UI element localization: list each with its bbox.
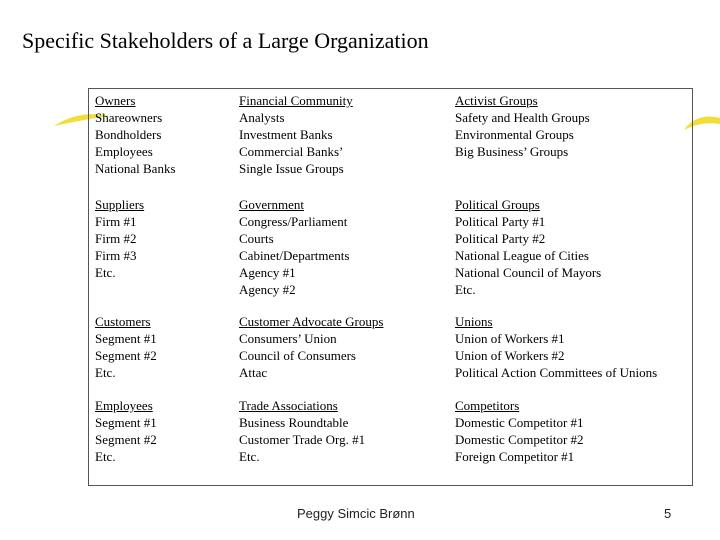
group-heading: Activist Groups: [455, 93, 538, 108]
group-item: Shareowners: [95, 110, 163, 125]
group-government: [239, 196, 349, 298]
group-political-groups: [455, 196, 601, 298]
group-heading: Unions: [455, 314, 493, 329]
group-item: Etc.: [455, 282, 476, 297]
group-competitors: [455, 397, 584, 465]
group-item: Analysts: [239, 110, 285, 125]
group-item: Employees: [95, 144, 153, 159]
group-item: Etc.: [95, 365, 116, 380]
group-item: Consumers’ Union: [239, 331, 337, 346]
group-item: Political Party #2: [455, 231, 546, 246]
group-customer-advocate-groups: [239, 313, 383, 381]
group-item: Etc.: [95, 449, 116, 464]
group-item: Political Party #1: [455, 214, 546, 229]
group-item: Foreign Competitor #1: [455, 449, 575, 464]
group-item: Etc.: [95, 265, 116, 280]
group-item: Firm #2: [95, 231, 137, 246]
group-item: Courts: [239, 231, 274, 246]
group-heading: Competitors: [455, 398, 520, 413]
group-item: Single Issue Groups: [239, 161, 344, 176]
group-item: Business Roundtable: [239, 415, 349, 430]
group-trade-associations: [239, 397, 365, 465]
group-item: Agency #2: [239, 282, 296, 297]
group-item: Environmental Groups: [455, 127, 574, 142]
group-item: Cabinet/Departments: [239, 248, 350, 263]
footer-author: Peggy Simcic Brønn: [297, 506, 415, 521]
stakeholder-table-frame: [88, 88, 693, 486]
group-activist-groups: [455, 92, 590, 160]
group-item: Domestic Competitor #2: [455, 432, 584, 447]
group-unions: [455, 313, 657, 381]
group-item: Safety and Health Groups: [455, 110, 590, 125]
group-item: Segment #1: [95, 415, 157, 430]
group-financial-community: [239, 92, 353, 177]
group-item: Etc.: [239, 449, 260, 464]
group-item: Congress/Parliament: [239, 214, 348, 229]
group-item: Agency #1: [239, 265, 296, 280]
group-item: Segment #2: [95, 432, 157, 447]
group-item: Firm #1: [95, 214, 137, 229]
group-item: Investment Banks: [239, 127, 333, 142]
group-employees: [95, 397, 157, 465]
group-item: Firm #3: [95, 248, 137, 263]
group-item: Segment #1: [95, 331, 157, 346]
group-item: Segment #2: [95, 348, 157, 363]
page-number: 5: [664, 506, 672, 521]
group-heading: Financial Community: [239, 93, 353, 108]
group-customers: [95, 313, 157, 381]
group-heading: Government: [239, 197, 304, 212]
group-heading: Customers: [95, 314, 151, 329]
group-heading: Suppliers: [95, 197, 145, 212]
group-suppliers: [95, 196, 144, 281]
group-item: National Banks: [95, 161, 176, 176]
group-item: Big Business’ Groups: [455, 144, 569, 159]
group-item: Commercial Banks’: [239, 144, 344, 159]
group-heading: Customer Advocate Groups: [239, 314, 384, 329]
group-heading: Employees: [95, 398, 153, 413]
slide-title: Specific Stakeholders of a Large Organization: [22, 28, 429, 53]
group-owners: [95, 92, 176, 177]
group-item: Customer Trade Org. #1: [239, 432, 366, 447]
group-item: Political Action Committees of Unions: [455, 365, 658, 380]
group-item: Union of Workers #2: [455, 348, 565, 363]
group-heading: Political Groups: [455, 197, 540, 212]
group-item: National League of Cities: [455, 248, 589, 263]
group-item: Domestic Competitor #1: [455, 415, 584, 430]
group-item: Bondholders: [95, 127, 162, 142]
group-item: Union of Workers #1: [455, 331, 565, 346]
group-item: Attac: [239, 365, 268, 380]
group-heading: Owners: [95, 93, 136, 108]
group-item: Council of Consumers: [239, 348, 356, 363]
group-item: National Council of Mayors: [455, 265, 602, 280]
group-heading: Trade Associations: [239, 398, 338, 413]
